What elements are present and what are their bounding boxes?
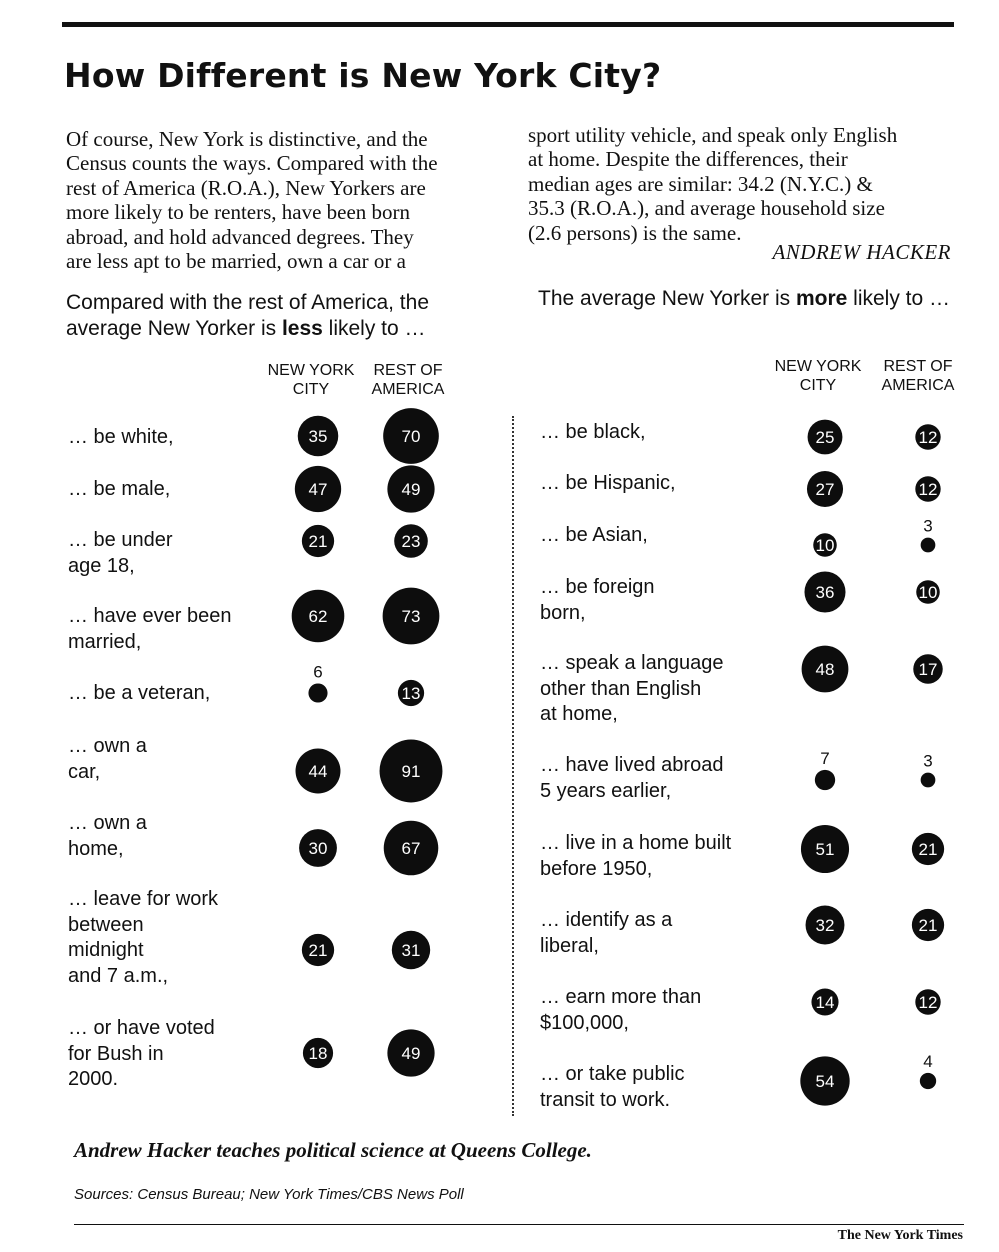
- right-lead-prefix: The average New Yorker is: [538, 287, 796, 310]
- right-bubble-value-nyc: 10: [815, 536, 835, 555]
- left-bubble-value-nyc: 21: [308, 532, 328, 551]
- left-bubble-value-nyc: 21: [308, 941, 328, 960]
- left-bubble-roa: [394, 524, 428, 558]
- intro-right-text: sport utility vehicle, and speak only English at home. Despite the differences, their median ages are similar: 34.2 (N.Y.C.) & 35.3 (R.O.A.), and average household size (2.6 persons) is the same.: [528, 123, 898, 245]
- right-row-label: … be Hispanic,: [540, 472, 676, 494]
- right-bubble-circle-nyc: [815, 770, 835, 790]
- left-bubble-value-roa: 31: [401, 941, 421, 960]
- bottom-rule: [74, 1224, 964, 1225]
- left-bubble-value-roa: 49: [401, 1044, 421, 1063]
- left-bubble-circle-nyc: [308, 683, 327, 702]
- right-bubble-roa: [912, 909, 944, 941]
- right-bubble-nyc: [801, 825, 849, 873]
- right-bubble-value-roa: 21: [918, 916, 938, 935]
- right-bubble-value-roa: 12: [918, 428, 938, 447]
- left-bubble-roa: [384, 821, 439, 876]
- left-bubble-roa: [387, 1029, 434, 1076]
- sources-note: Sources: Census Bureau; New York Times/CBS News Poll: [74, 1186, 464, 1203]
- right-bubble-value-nyc: 51: [815, 840, 835, 859]
- left-lead-emphasis: less: [281, 317, 323, 340]
- right-row-label: … be Asian,: [540, 524, 648, 546]
- right-row-label: … have lived abroad 5 years earlier,: [540, 754, 724, 802]
- right-lead-emphasis: more: [795, 287, 848, 310]
- left-bubble-roa: [392, 931, 430, 969]
- left-bubble-value-roa: 23: [401, 532, 421, 551]
- right-bubble-value-roa: 3: [923, 516, 933, 536]
- right-bubble-value-nyc: 25: [815, 428, 835, 447]
- left-bubble-value-nyc: 6: [313, 662, 323, 682]
- left-bubble-value-nyc: 47: [308, 480, 328, 499]
- right-bubble-roa: [915, 476, 940, 501]
- right-bubble-value-roa: 4: [923, 1051, 933, 1071]
- left-bubble-value-roa: 91: [401, 762, 421, 781]
- right-bubble-value-nyc: 32: [815, 916, 835, 935]
- right-bubble-value-roa: 3: [923, 751, 933, 771]
- right-bubble-roa: [916, 580, 940, 604]
- left-bubble-value-nyc: 44: [308, 762, 328, 781]
- intro-left-text: Of course, New York is distinctive, and the Census counts the ways. Compared with the rest of America (R.O.A.), New Yorkers are more likely to be renters, have been born abroad, and hold advanced degrees. They are less apt to be married, own a car or a: [66, 127, 438, 274]
- right-bubble-nyc: [813, 533, 837, 557]
- left-bubble-roa: [383, 588, 440, 645]
- left-row-label: … own a car,: [68, 735, 147, 783]
- left-bubble-nyc: [298, 416, 339, 457]
- left-col-header-roa: REST OF AMERICA: [371, 362, 445, 398]
- right-bubble-value-roa: 12: [918, 480, 938, 499]
- right-bubble-value-nyc: 14: [815, 993, 835, 1012]
- right-bubble-nyc: [804, 571, 845, 612]
- left-lead-suffix: likely to …: [322, 317, 426, 340]
- right-bubble-roa: [921, 752, 936, 788]
- left-bubble-nyc: [303, 1038, 333, 1068]
- right-row-label: … live in a home built before 1950,: [540, 832, 732, 880]
- right-col-header-roa: REST OF AMERICA: [881, 358, 955, 394]
- left-bubble-nyc: [296, 749, 341, 794]
- right-bubble-value-roa: 17: [918, 660, 938, 679]
- left-bubble-value-roa: 49: [401, 480, 421, 499]
- right-bubble-value-roa: 12: [918, 993, 938, 1012]
- right-bubble-roa: [913, 654, 942, 683]
- right-row-label: … speak a language other than English at home,: [540, 652, 724, 725]
- right-bubble-nyc: [811, 988, 838, 1015]
- right-bubble-nyc: [800, 1056, 849, 1105]
- right-row-label: … earn more than $100,000,: [540, 986, 702, 1034]
- right-bubble-value-nyc: 7: [820, 748, 830, 768]
- left-bubble-roa: [387, 465, 434, 512]
- author-note: Andrew Hacker teaches political science at Queens College.: [74, 1138, 592, 1162]
- right-bubble-value-nyc: 27: [815, 480, 835, 499]
- right-bubble-nyc: [815, 749, 835, 790]
- left-row-label: … be a veteran,: [68, 682, 211, 704]
- right-bubble-circle-roa: [920, 1073, 936, 1089]
- right-row-label: … be black,: [540, 421, 646, 443]
- left-bubble-value-roa: 73: [401, 607, 421, 626]
- left-bubble-nyc: [299, 829, 337, 867]
- right-bubble-roa: [915, 424, 940, 449]
- right-bubble-circle-roa: [921, 538, 936, 553]
- right-bubble-roa: [912, 833, 944, 865]
- right-bubble-value-nyc: 36: [815, 583, 835, 602]
- right-bubble-nyc: [806, 906, 845, 945]
- credit-line: The New York Times: [837, 1228, 963, 1243]
- left-row-label: … be male,: [68, 478, 171, 500]
- right-lead-suffix: likely to …: [847, 287, 951, 310]
- right-bubble-nyc: [808, 420, 843, 455]
- left-col-header-nyc: NEW YORK CITY: [267, 362, 355, 398]
- right-bubble-value-nyc: 48: [815, 660, 835, 679]
- left-bubble-value-roa: 67: [401, 839, 421, 858]
- left-bubble-value-nyc: 30: [308, 839, 328, 858]
- left-lead-prefix: Compared with the rest of America, the average New Yorker is: [66, 291, 429, 340]
- right-row-label: … identify as a liberal,: [540, 909, 673, 957]
- left-bubble-value-nyc: 62: [308, 607, 328, 626]
- right-bubble-roa: [921, 517, 936, 553]
- right-col-header-nyc: NEW YORK CITY: [774, 358, 862, 394]
- left-row-label: … have ever been married,: [68, 605, 232, 653]
- left-bubble-value-nyc: 35: [308, 427, 328, 446]
- left-bubble-roa: [380, 740, 443, 803]
- right-bubble-roa: [915, 989, 940, 1014]
- right-bubble-value-nyc: 54: [815, 1072, 835, 1091]
- right-row-label: … be foreign born,: [540, 576, 655, 624]
- left-row-label: … or have voted for Bush in 2000.: [68, 1017, 215, 1090]
- left-row-label: … be white,: [68, 426, 174, 448]
- right-bubble-circle-roa: [921, 773, 936, 788]
- right-bubble-nyc: [802, 646, 849, 693]
- right-bubble-nyc: [807, 471, 843, 507]
- left-row-label: … be under age 18,: [68, 529, 173, 577]
- right-bubble-value-roa: 21: [918, 840, 938, 859]
- byline: ANDREW HACKER: [772, 240, 951, 264]
- left-bubble-value-roa: 13: [401, 684, 421, 703]
- right-bubble-roa: [920, 1052, 936, 1089]
- left-bubble-roa: [383, 408, 439, 464]
- page-title: How Different is New York City?: [64, 56, 662, 95]
- left-bubble-roa: [398, 680, 424, 706]
- left-bubble-nyc: [308, 662, 327, 702]
- left-bubble-value-roa: 70: [401, 427, 421, 446]
- left-bubble-nyc: [302, 934, 334, 966]
- left-row-label: … leave for work between midnight and 7 a.m.,: [68, 888, 219, 987]
- left-bubble-value-nyc: 18: [308, 1044, 328, 1063]
- right-row-label: … or take public transit to work.: [540, 1063, 685, 1111]
- left-bubble-nyc: [292, 590, 345, 643]
- left-row-label: … own a home,: [68, 812, 147, 860]
- left-bubble-nyc: [302, 525, 334, 557]
- left-bubble-nyc: [295, 466, 341, 512]
- right-bubble-value-roa: 10: [918, 583, 938, 602]
